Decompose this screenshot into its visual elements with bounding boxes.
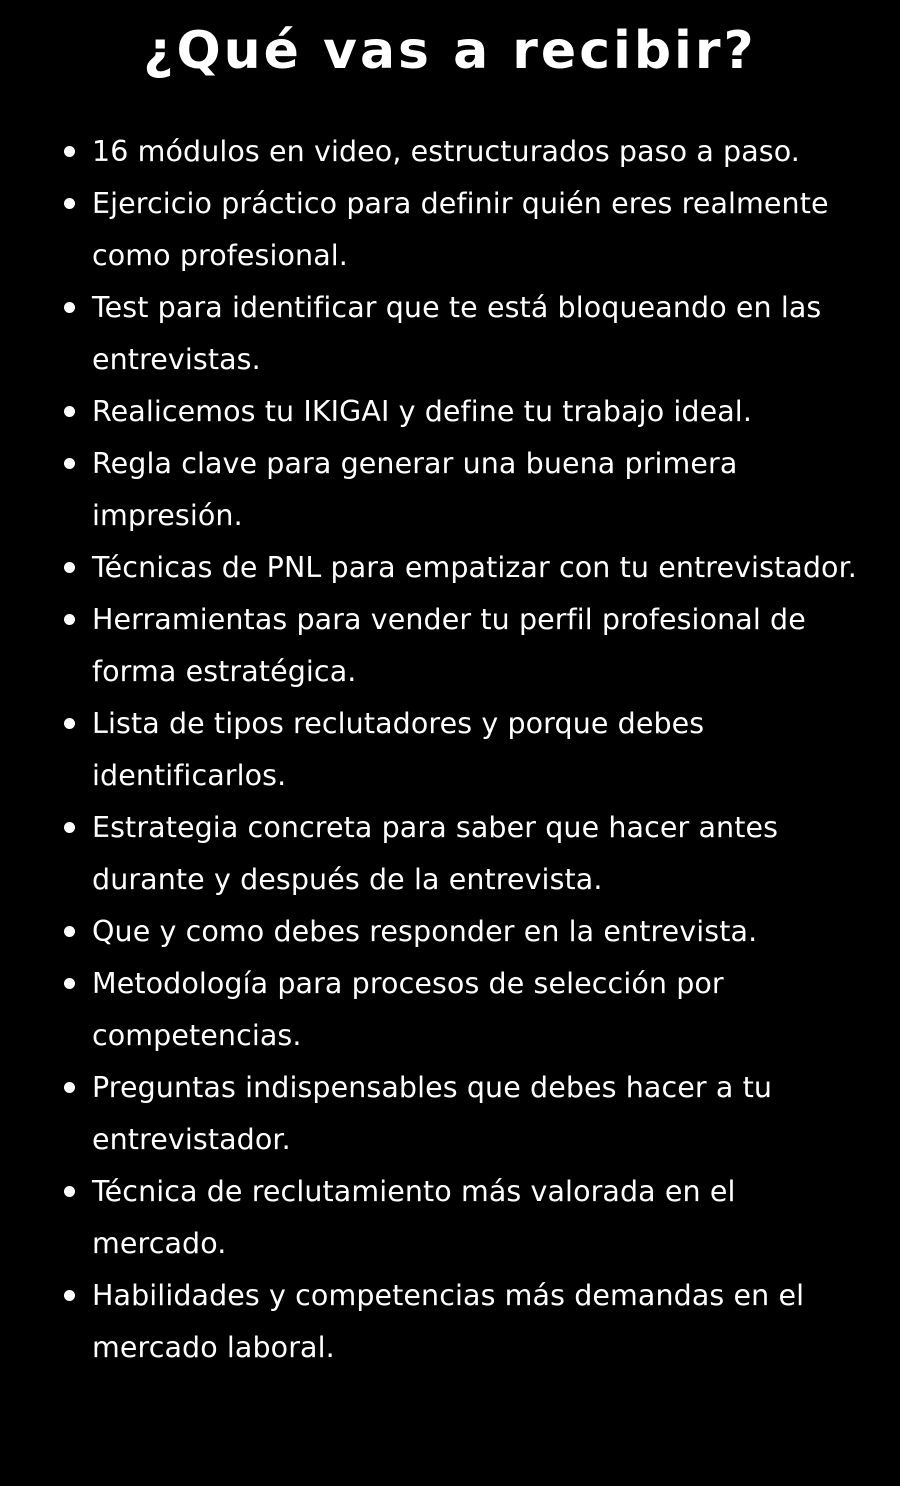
bullet-icon	[64, 978, 75, 989]
bullet-icon	[64, 718, 75, 729]
list-item	[0, 594, 900, 698]
list-item	[0, 386, 900, 438]
list-item-text: Técnica de reclutamiento más valorada en el mercado.	[92, 1175, 736, 1260]
bullet-icon	[64, 146, 75, 157]
list-item-text: Realicemos tu IKIGAI y define tu trabajo ideal.	[92, 395, 752, 428]
list-item	[0, 1166, 900, 1270]
bullet-icon	[64, 1290, 75, 1301]
bullet-icon	[64, 458, 75, 469]
list-item	[0, 126, 900, 178]
list-item-text: Ejercicio práctico para definir quién eres realmente como profesional.	[92, 187, 829, 272]
list-item	[0, 542, 900, 594]
bullet-icon	[64, 562, 75, 573]
list-item	[0, 438, 900, 542]
bullet-icon	[64, 822, 75, 833]
list-item-text: Habilidades y competencias más demandas en el mercado laboral.	[92, 1279, 805, 1364]
list-item-text: Técnicas de PNL para empatizar con tu entrevistador.	[92, 551, 857, 584]
bullet-icon	[64, 302, 75, 313]
bullet-icon	[64, 1186, 75, 1197]
list-item-text: 16 módulos en video, estructurados paso a paso.	[92, 135, 800, 168]
page-title: ¿Qué vas a recibir?	[143, 21, 757, 81]
list-item-text: Que y como debes responder en la entrevista.	[92, 915, 758, 948]
bullet-icon	[64, 1082, 75, 1093]
list-item	[0, 958, 900, 1062]
bullet-icon	[64, 614, 75, 625]
list-item	[0, 282, 900, 386]
list-item-text: Metodología para procesos de selección por competencias.	[92, 967, 724, 1052]
bullet-icon	[64, 198, 75, 209]
list-item	[0, 178, 900, 282]
list-item-text: Herramientas para vender tu perfil profesional de forma estratégica.	[92, 603, 806, 688]
benefits-list	[0, 126, 900, 1374]
list-item	[0, 698, 900, 802]
list-item	[0, 906, 900, 958]
list-item-text: Test para identificar que te está bloqueando en las entrevistas.	[92, 291, 822, 376]
list-item-text: Lista de tipos reclutadores y porque debes identificarlos.	[92, 707, 705, 792]
list-item-text: Regla clave para generar una buena primera impresión.	[92, 447, 738, 532]
list-item	[0, 802, 900, 906]
list-item	[0, 1270, 900, 1374]
list-item-text: Preguntas indispensables que debes hacer a tu entrevistador.	[92, 1071, 773, 1156]
list-item	[0, 1062, 900, 1166]
bullet-icon	[64, 406, 75, 417]
list-item-text: Estrategia concreta para saber que hacer antes durante y después de la entrevista.	[92, 811, 779, 896]
bullet-icon	[64, 926, 75, 937]
